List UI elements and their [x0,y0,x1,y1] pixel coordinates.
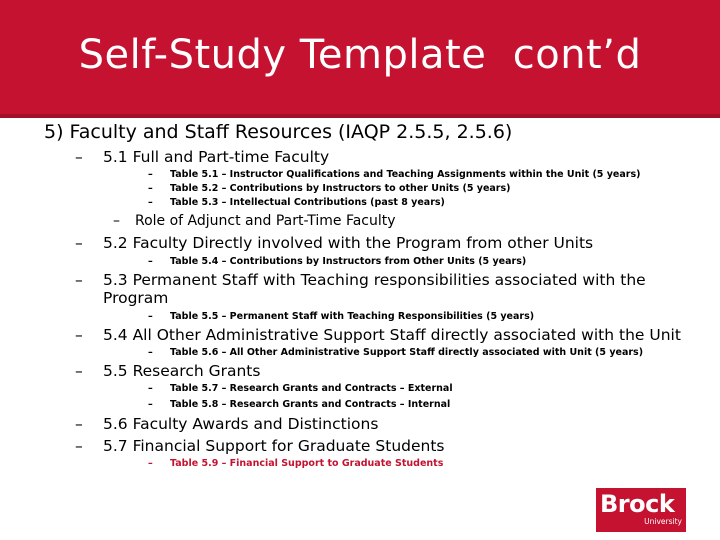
table-item [148,197,445,208]
section-heading: 5) Faculty and Staff Resources (IAQP 2.5.5, 2.5.6) [44,121,513,143]
table-item [148,169,640,180]
subsection-label: 5.2 Faculty Directly involved with the Program from other Units [103,234,594,252]
table-label: Table 5.9 – Financial Support to Graduate Students [170,458,444,469]
subsection-item [75,326,681,344]
table-item [148,383,453,394]
logo-wordmark: Brock [600,490,675,518]
table-label: Table 5.6 – All Other Administrative Support Staff directly associated with Unit (5 years) [170,347,644,358]
table-label: Table 5.5 – Permanent Staff with Teaching Responsibilities (5 years) [170,311,535,322]
bullet-dash: – [148,347,153,358]
table-item [148,183,510,194]
subsection-label: 5.7 Financial Support for Graduate Students [103,437,445,455]
table-label: Table 5.7 – Research Grants and Contracts – External [170,383,453,394]
subsection-label: 5.5 Research Grants [103,362,261,380]
subsection-label: 5.1 Full and Part-time Faculty [103,148,330,166]
bullet-dash: – [75,234,83,252]
table-item [148,399,450,410]
bullet-dash: – [75,326,83,344]
subsection-label: 5.4 All Other Administrative Support Staff directly associated with the Unit [103,326,681,344]
bullet-dash: – [148,169,153,180]
bullet-dash: – [75,271,83,289]
table-item [148,311,534,322]
table-item [148,256,526,267]
bullet-dash: – [75,437,83,455]
bullet-dash: – [148,458,153,469]
slide-title: Self-Study Template cont’d [78,32,642,78]
bullet-dash: – [148,399,153,410]
bullet-dash: – [148,256,153,267]
subsection-continuation: Program [103,289,169,307]
bullet-dash: – [148,197,153,208]
table-label: Table 5.8 – Research Grants and Contracts – Internal [170,399,451,410]
table-item-highlighted [148,458,443,469]
subsection-label: 5.6 Faculty Awards and Distinctions [103,415,379,433]
sub-item-label: Role of Adjunct and Part-Time Faculty [135,213,396,229]
subsection-item [75,271,646,289]
sub-item [113,213,396,229]
subsection-item [75,437,445,455]
bullet-dash: – [148,383,153,394]
subsection-label: 5.3 Permanent Staff with Teaching responsibilities associated with the [103,271,646,289]
table-label: Table 5.4 – Contributions by Instructors from Other Units (5 years) [170,256,527,267]
table-label: Table 5.2 – Contributions by Instructors to other Units (5 years) [170,183,511,194]
subsection-item [75,362,260,380]
table-label: Table 5.1 – Instructor Qualifications and Teaching Assignments within the Unit (5 years) [170,169,641,180]
bullet-dash: – [75,362,83,380]
subsection-item [75,148,329,166]
table-label: Table 5.3 – Intellectual Contributions (past 8 years) [170,197,445,208]
logo-subtitle: University [644,517,682,526]
bullet-dash: – [113,213,120,229]
table-item [148,347,643,358]
bullet-dash: – [148,311,153,322]
brock-university-logo [596,488,686,532]
subsection-item [75,234,593,252]
subsection-item [75,415,378,433]
bullet-dash: – [148,183,153,194]
bullet-dash: – [75,148,83,166]
bullet-dash: – [75,415,83,433]
